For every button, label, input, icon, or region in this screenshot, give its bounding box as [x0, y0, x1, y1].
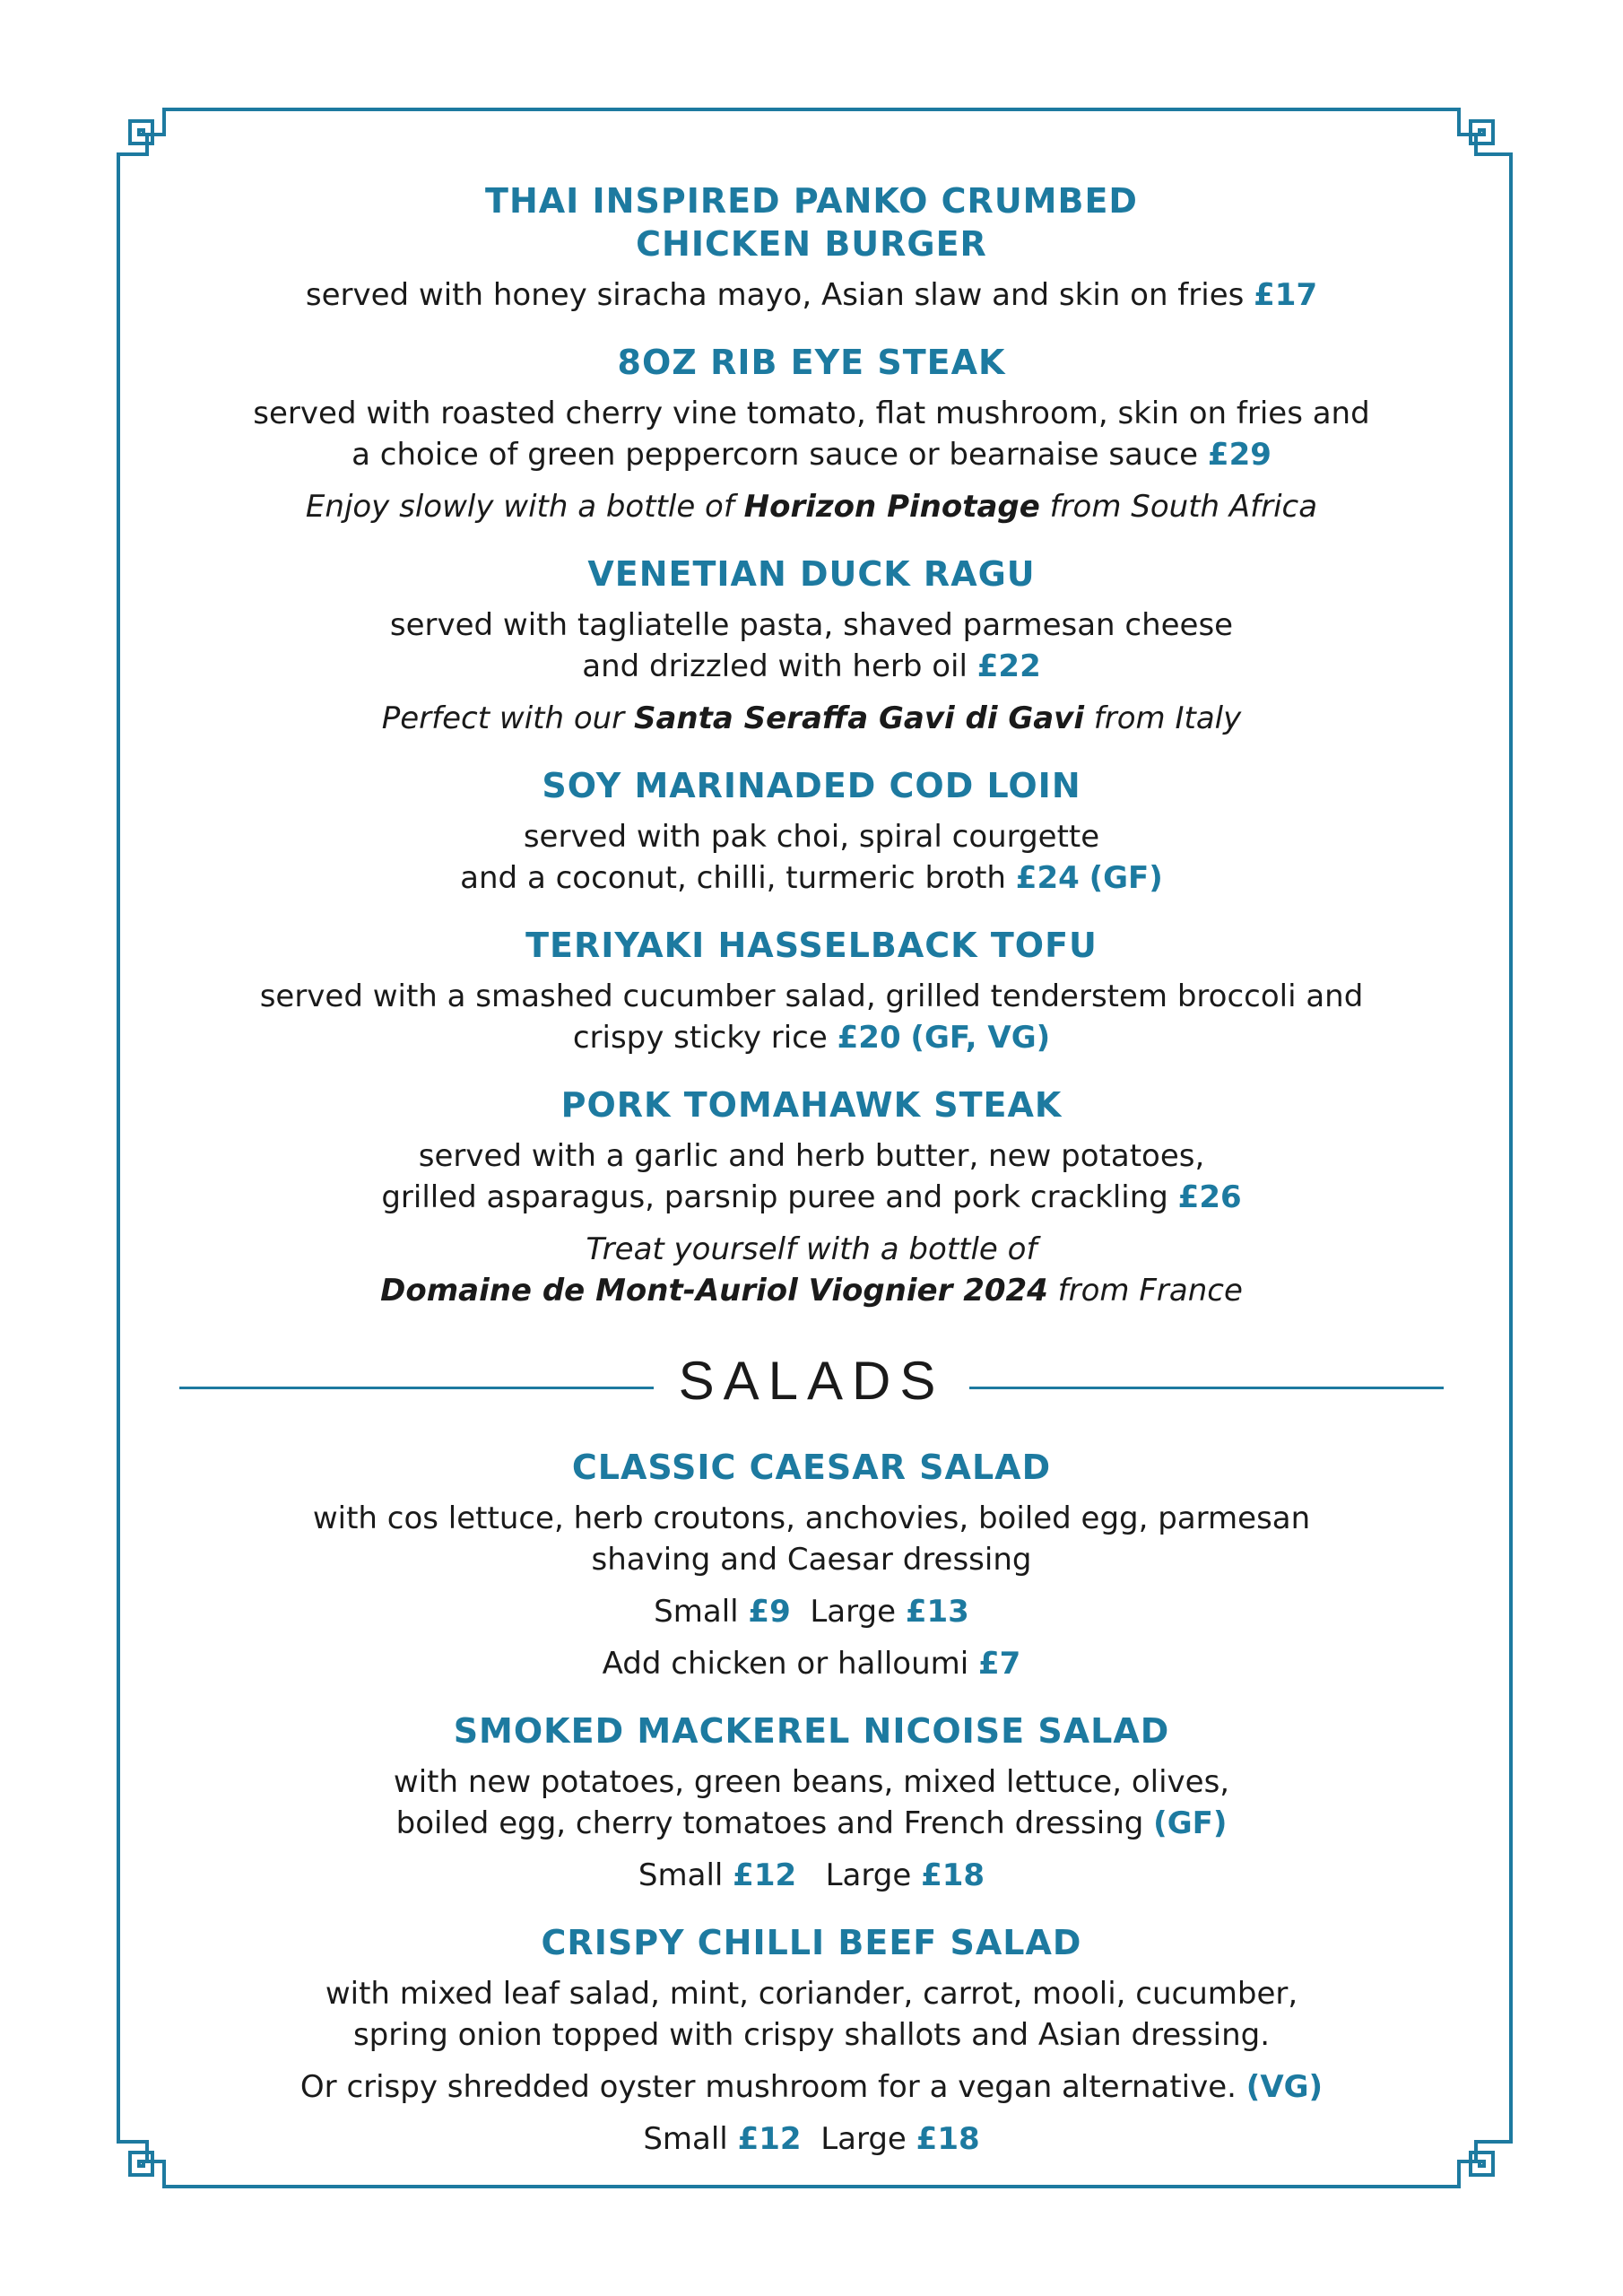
description-text: and drizzled with herb oil [582, 648, 968, 684]
dish-price: £26 [1177, 1179, 1242, 1215]
dish-name-line: THAI INSPIRED PANKO CRUMBED [485, 181, 1138, 221]
small-price: £9 [748, 1594, 791, 1630]
description-text: served with honey siracha mayo, Asian slaw and skin on fries [305, 277, 1245, 313]
note-text: Perfect with our [381, 700, 634, 736]
menu-item [179, 341, 1444, 527]
dietary-tag: (GF, VG) [910, 1020, 1051, 1056]
description-text: a choice of green peppercorn sauce or bearnaise sauce [352, 437, 1199, 473]
dietary-tag: (VG) [1245, 2069, 1324, 2105]
dish-name: VENETIAN DUCK RAGU [587, 554, 1036, 594]
description-text: crispy sticky rice [572, 1020, 828, 1056]
note-text: from France [1047, 1273, 1243, 1309]
vegan-text: Or crispy shredded oyster mushroom for a vegan alternative. [299, 2069, 1237, 2105]
salad-item [179, 1921, 1444, 2160]
note-text: from Italy [1083, 700, 1242, 736]
wine-pairing-note [179, 486, 1444, 527]
description-text: boiled egg, cherry tomatoes and French dressing [395, 1805, 1144, 1841]
dish-description [179, 1973, 1444, 2056]
dish-description [179, 1135, 1444, 1218]
vegan-alternative [179, 2066, 1444, 2108]
dish-name [179, 179, 1444, 265]
wine-name: Santa Seraffa Gavi di Gavi [633, 700, 1084, 736]
size-prices [179, 1855, 1444, 1896]
small-price: £12 [733, 1857, 797, 1893]
section-title: SALADS [678, 1351, 945, 1411]
large-price: £18 [916, 2121, 980, 2157]
description-text: shaving and Caesar dressing [591, 1542, 1032, 1578]
dish-description [179, 393, 1444, 475]
size-label: Large [810, 1594, 897, 1630]
addon-text: Add chicken or halloumi [602, 1646, 969, 1682]
salad-item [179, 1709, 1444, 1896]
wine-pairing-note [179, 698, 1444, 739]
description-text: served with a garlic and herb butter, new potatoes, [418, 1138, 1205, 1174]
dish-price: £22 [976, 648, 1041, 684]
dish-name-line: CHICKEN BURGER [636, 224, 987, 264]
size-label: Small [643, 2121, 728, 2157]
divider-left [179, 1387, 654, 1389]
dish-price: £24 [1015, 860, 1080, 896]
size-label: Large [820, 2121, 907, 2157]
note-text: Treat yourself with a bottle of [586, 1231, 1037, 1267]
addon-row [179, 1643, 1444, 1684]
salads-section-header [179, 1352, 1444, 1410]
size-prices [179, 1591, 1444, 1632]
description-text: with new potatoes, green beans, mixed lettuce, olives, [393, 1764, 1230, 1800]
menu-content [179, 179, 1444, 2185]
wine-pairing-note [179, 1229, 1444, 1311]
menu-item [179, 924, 1444, 1058]
dish-description [179, 816, 1444, 899]
dietary-tag: (GF) [1153, 1805, 1228, 1841]
dish-name: CLASSIC CAESAR SALAD [571, 1448, 1052, 1487]
size-label: Small [638, 1857, 724, 1893]
menu-item [179, 179, 1444, 316]
menu-item [179, 764, 1444, 899]
size-label: Large [825, 1857, 912, 1893]
dish-price: £17 [1254, 277, 1318, 313]
wine-name: Domaine de Mont-Auriol Viognier 2024 [380, 1273, 1048, 1309]
size-prices [179, 2118, 1444, 2160]
dietary-tag: (GF) [1089, 860, 1163, 896]
dish-name: SOY MARINADED COD LOIN [542, 766, 1081, 805]
dish-name: CRISPY CHILLI BEEF SALAD [541, 1923, 1082, 1962]
description-text: with mixed leaf salad, mint, coriander, carrot, mooli, cucumber, [325, 1976, 1298, 2012]
description-text: with cos lettuce, herb croutons, anchovies, boiled egg, parmesan [312, 1500, 1311, 1536]
menu-item [179, 1083, 1444, 1311]
salad-item [179, 1446, 1444, 1684]
dish-description [179, 1761, 1444, 1844]
description-text: grilled asparagus, parsnip puree and pork crackling [381, 1179, 1168, 1215]
dish-name: 8OZ RIB EYE STEAK [617, 343, 1006, 382]
dish-description [179, 976, 1444, 1058]
dish-description [179, 604, 1444, 687]
size-label: Small [654, 1594, 739, 1630]
description-text: served with a smashed cucumber salad, grilled tenderstem broccoli and [259, 978, 1364, 1014]
dish-description [179, 274, 1444, 316]
dish-price: £29 [1207, 437, 1271, 473]
description-text: spring onion topped with crispy shallots and Asian dressing. [352, 2017, 1271, 2053]
description-text: served with roasted cherry vine tomato, flat mushroom, skin on fries and [253, 396, 1370, 431]
dish-name: TERIYAKI HASSELBACK TOFU [525, 926, 1098, 965]
note-text: from South Africa [1039, 489, 1318, 525]
large-price: £13 [905, 1594, 969, 1630]
description-text: served with tagliatelle pasta, shaved parmesan cheese [389, 607, 1234, 643]
menu-item [179, 552, 1444, 739]
addon-price: £7 [978, 1646, 1021, 1682]
dish-name: PORK TOMAHAWK STEAK [560, 1085, 1063, 1125]
wine-name: Horizon Pinotage [743, 489, 1040, 525]
note-text: Enjoy slowly with a bottle of [305, 489, 744, 525]
description-text: and a coconut, chilli, turmeric broth [460, 860, 1006, 896]
description-text: served with pak choi, spiral courgette [523, 819, 1100, 855]
divider-right [969, 1387, 1444, 1389]
large-price: £18 [921, 1857, 985, 1893]
dish-price: £20 [837, 1020, 901, 1056]
small-price: £12 [737, 2121, 802, 2157]
dish-name: SMOKED MACKEREL NICOISE SALAD [453, 1711, 1170, 1751]
dish-description [179, 1498, 1444, 1580]
